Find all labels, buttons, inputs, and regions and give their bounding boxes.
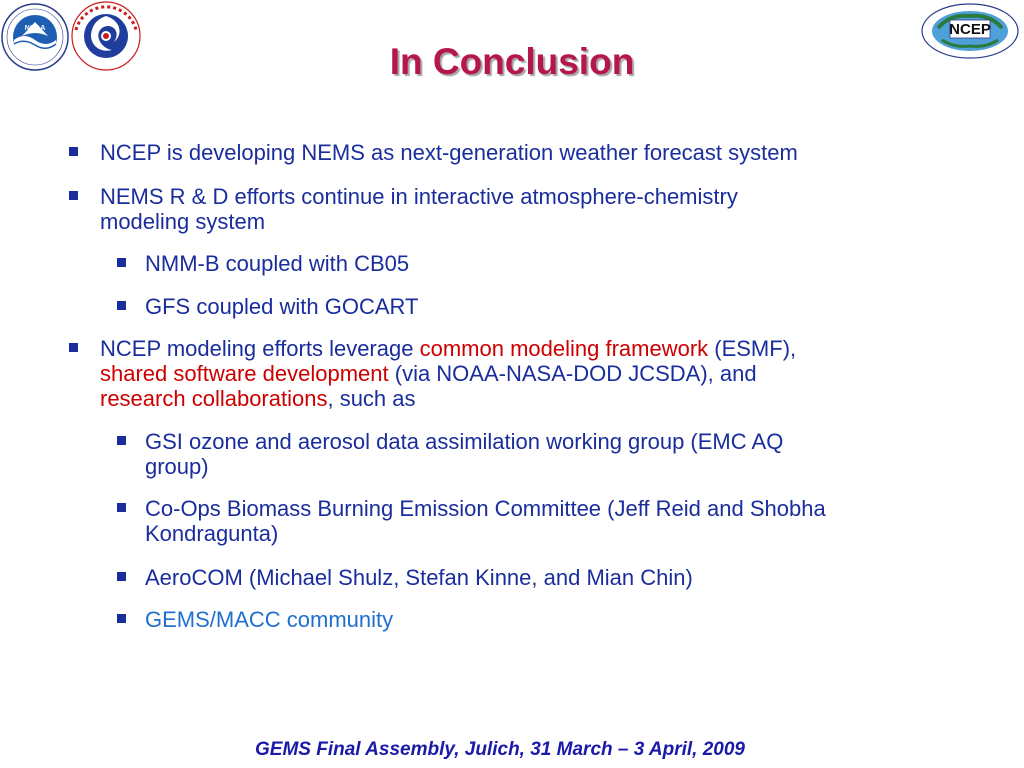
list-item <box>100 184 738 234</box>
list-item <box>100 140 798 165</box>
bullet-square-icon <box>69 343 78 352</box>
bullet-square-icon <box>117 301 126 310</box>
list-item-text: (ESMF), <box>708 336 797 361</box>
svg-text:NCEP: NCEP <box>949 21 991 38</box>
list-item-text: group) <box>145 454 209 479</box>
slide-footer: GEMS Final Assembly, Julich, 31 March – 3 April, 2009 <box>255 739 745 760</box>
list-item <box>145 496 826 546</box>
list-item-text: NCEP modeling efforts leverage <box>100 336 420 361</box>
highlight-text: common modeling framework <box>419 336 709 361</box>
list-item-text: Kondragunta) <box>145 521 279 546</box>
bullet-square-icon <box>117 436 126 445</box>
bullet-square-icon <box>117 503 126 512</box>
svg-text:NOAA: NOAA <box>24 25 46 32</box>
list-item <box>145 294 418 319</box>
list-item-text: GEMS/MACC community <box>145 607 394 632</box>
list-item-text: (via NOAA-NASA-DOD JCSDA), and <box>388 361 757 386</box>
list-item <box>145 607 393 632</box>
list-item-text: GSI ozone and aerosol data assimilation working group (EMC AQ <box>145 429 784 454</box>
bullet-square-icon <box>69 191 78 200</box>
list-item-text: Co-Ops Biomass Burning Emission Committee (Jeff Reid and Shobha <box>145 496 826 521</box>
list-item-text: NMM-B coupled with CB05 <box>145 251 410 276</box>
list-item-text: NCEP is developing NEMS as next-generation weather forecast system <box>100 140 798 165</box>
list-item <box>145 251 409 276</box>
bullet-square-icon <box>117 258 126 267</box>
bullet-square-icon <box>117 614 126 623</box>
list-item-text: modeling system <box>100 209 266 234</box>
list-item <box>145 565 693 590</box>
list-item-text: GFS coupled with GOCART <box>145 294 419 319</box>
list-item-text: AeroCOM (Michael Shulz, Stefan Kinne, and Mian Chin) <box>145 565 693 590</box>
highlight-text: shared software development <box>100 361 389 386</box>
bullet-square-icon <box>69 147 78 156</box>
list-item <box>145 429 783 479</box>
list-item-text: , such as <box>327 386 416 411</box>
list-item-text: NEMS R & D efforts continue in interactive atmosphere-chemistry <box>100 184 738 209</box>
bullet-square-icon <box>117 572 126 581</box>
list-item <box>100 336 796 411</box>
slide-title: In Conclusion <box>389 41 635 82</box>
highlight-text: research collaborations <box>100 386 328 411</box>
